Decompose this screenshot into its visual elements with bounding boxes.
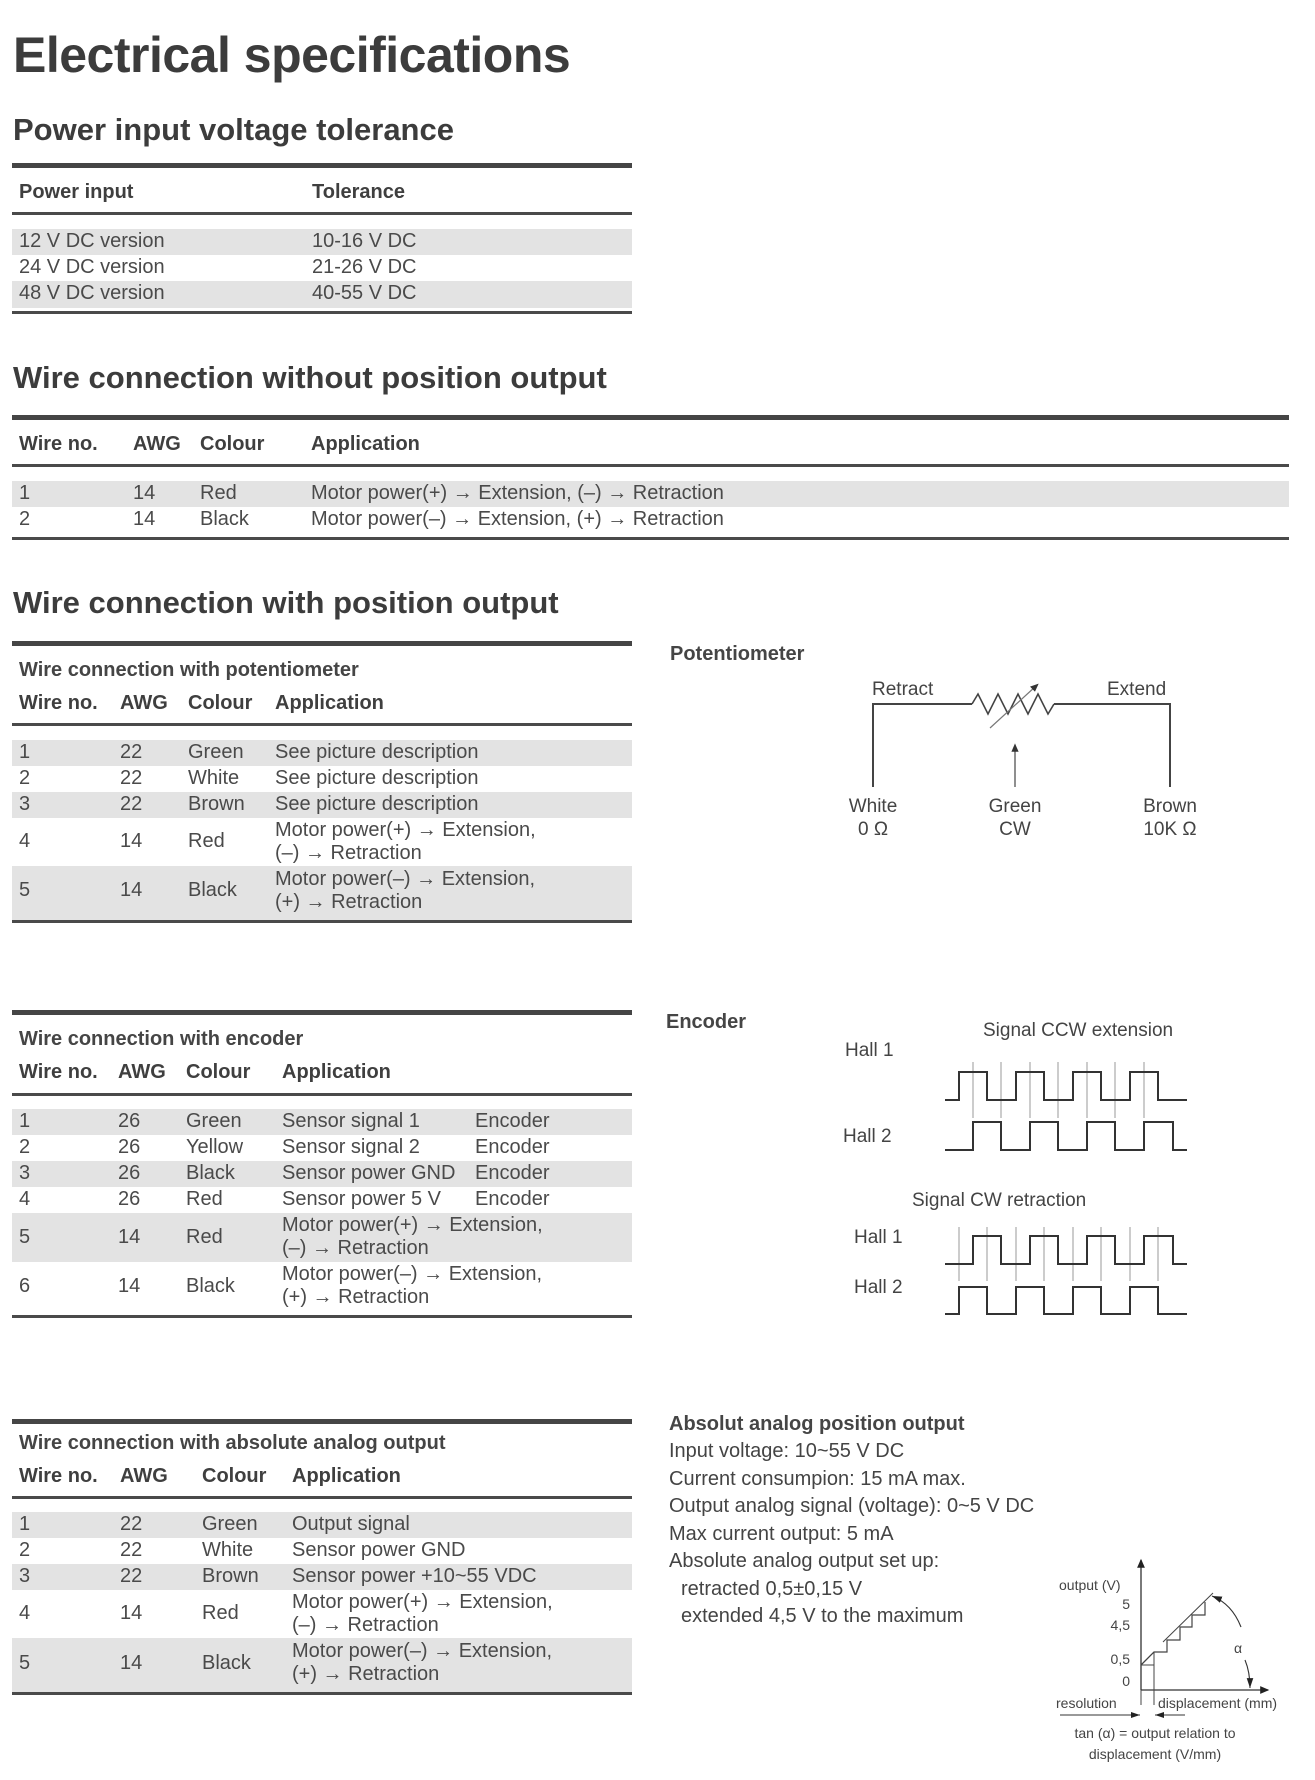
cw-guide-lines	[959, 1227, 1158, 1281]
cell-awg: 26	[118, 1110, 141, 1132]
table-bottom-rule	[12, 537, 1289, 540]
header-rule	[12, 723, 632, 726]
cell-awg: 26	[118, 1188, 141, 1210]
alpha-label: α	[1234, 1640, 1243, 1656]
output-steps	[1141, 1602, 1205, 1665]
table-subtitle: Wire connection with potentiometer	[19, 659, 359, 681]
cell-type: Encoder	[475, 1188, 550, 1210]
cw-hall2-wave	[945, 1287, 1187, 1314]
y-tick-label: 0	[1122, 1673, 1130, 1689]
cell-wire-no: 5	[19, 879, 31, 901]
cell-application-cont: (–) → Retraction	[292, 1614, 439, 1636]
table-top-rule	[12, 641, 632, 646]
alpha-arc-upper	[1212, 1596, 1241, 1627]
cell-application: Motor power(+) → Extension, (–) → Retraction	[311, 482, 724, 504]
cell-colour: Black	[186, 1162, 235, 1184]
cell-colour: Black	[200, 508, 249, 530]
cell-wire-no: 5	[19, 1226, 31, 1248]
cell-wire-no: 3	[19, 1565, 31, 1587]
column-header: Colour	[186, 1061, 251, 1083]
cw-hall1-wave	[945, 1236, 1187, 1264]
column-header: Application	[292, 1465, 401, 1487]
y-tick-label: 0,5	[1110, 1651, 1130, 1667]
table-bottom-rule	[12, 1315, 632, 1318]
cell-type: Encoder	[475, 1162, 550, 1184]
graph-caption: displacement (V/mm)	[1088, 1746, 1222, 1762]
cell-colour: Green	[202, 1513, 258, 1535]
header-rule	[12, 1496, 632, 1499]
column-header: AWG	[120, 1465, 168, 1487]
table-top-rule	[12, 163, 632, 168]
cell-power-input: 24 V DC version	[19, 256, 165, 278]
cell-wire-no: 1	[19, 741, 31, 763]
cell-application: Motor power(+) → Extension,	[282, 1214, 543, 1236]
cell-awg: 14	[120, 879, 143, 901]
retract-label: Retract	[872, 679, 934, 700]
graph-caption: tan (α) = output relation to	[1074, 1725, 1236, 1741]
cell-application: Sensor power 5 V	[282, 1188, 441, 1210]
cell-colour: Black	[202, 1652, 251, 1674]
cell-application: Sensor power +10~55 VDC	[292, 1565, 537, 1587]
column-header: Application	[311, 433, 420, 455]
column-header: Application	[275, 692, 384, 714]
cell-awg: 22	[120, 1565, 143, 1587]
ccw-hall1-label: Hall 1	[845, 1040, 894, 1061]
cell-tolerance: 21-26 V DC	[312, 256, 417, 278]
variable-resistor-arrow	[990, 686, 1036, 728]
table-bottom-rule	[12, 1692, 632, 1695]
spec-line: Current consumpion: 15 mA max.	[669, 1468, 966, 1490]
with-position-heading: Wire connection with position output	[13, 585, 559, 620]
spec-line: Input voltage: 10~55 V DC	[669, 1440, 905, 1462]
first-step-diagonal	[1141, 1652, 1154, 1665]
cell-awg: 14	[118, 1275, 141, 1297]
cell-application: See picture description	[275, 741, 479, 763]
ccw-hall1-wave	[945, 1072, 1187, 1100]
column-header: Wire no.	[19, 1465, 98, 1487]
terminal-white-value: 0 Ω	[857, 819, 889, 840]
header-rule	[12, 1093, 632, 1096]
cell-awg: 14	[133, 482, 156, 504]
cell-colour: Black	[186, 1275, 235, 1297]
resistor-zigzag	[972, 694, 1054, 714]
table-top-rule	[12, 1010, 632, 1015]
cw-hall2-label: Hall 2	[854, 1277, 903, 1298]
column-header: AWG	[118, 1061, 166, 1083]
cell-wire-no: 6	[19, 1275, 31, 1297]
column-header: Wire no.	[19, 1061, 98, 1083]
cell-application-cont: (+) → Retraction	[282, 1286, 430, 1308]
cell-application: Sensor power GND	[292, 1539, 466, 1561]
terminal-brown-value: 10K Ω	[1143, 819, 1197, 840]
analog-spec-heading: Absolut analog position output	[669, 1413, 965, 1435]
cell-application: Motor power(+) → Extension,	[292, 1591, 553, 1613]
resolution-label: resolution	[1056, 1695, 1117, 1711]
cell-type: Encoder	[475, 1110, 550, 1132]
cell-application: See picture description	[275, 767, 479, 789]
cell-wire-no: 4	[19, 1188, 31, 1210]
column-header: Colour	[188, 692, 253, 714]
cell-colour: Green	[186, 1110, 242, 1132]
encoder-heading: Encoder	[666, 1011, 747, 1033]
cell-wire-no: 2	[19, 1539, 31, 1561]
x-axis-label: displacement (mm)	[1158, 1695, 1278, 1711]
cell-tolerance: 40-55 V DC	[312, 282, 417, 304]
ccw-title: Signal CCW extension	[983, 1020, 1174, 1041]
spec-line: extended 4,5 V to the maximum	[681, 1605, 964, 1627]
cw-hall1-label: Hall 1	[854, 1227, 903, 1248]
page-title: Electrical specifications	[13, 27, 571, 83]
spec-line: Max current output: 5 mA	[669, 1523, 894, 1545]
cell-application: Sensor signal 1	[282, 1110, 420, 1132]
terminal-white-label: White	[848, 796, 898, 817]
cell-awg: 22	[120, 741, 143, 763]
cell-colour: Brown	[188, 793, 245, 815]
cell-awg: 14	[120, 830, 143, 852]
cell-awg: 22	[120, 767, 143, 789]
column-header: Colour	[202, 1465, 267, 1487]
cell-wire-no: 2	[19, 1136, 31, 1158]
power-tolerance-heading: Power input voltage tolerance	[13, 112, 454, 147]
y-tick-label: 4,5	[1110, 1617, 1130, 1633]
cell-application-cont: (+) → Retraction	[292, 1663, 440, 1685]
table-subtitle: Wire connection with absolute analog output	[19, 1432, 446, 1454]
alpha-arc-lower	[1245, 1660, 1250, 1688]
cell-application-cont: (–) → Retraction	[275, 842, 422, 864]
cell-awg: 22	[120, 1513, 143, 1535]
column-header: Tolerance	[312, 181, 405, 203]
column-header: Wire no.	[19, 433, 98, 455]
header-rule	[12, 212, 632, 215]
y-tick-label: 5	[1122, 1596, 1130, 1612]
cell-colour: Green	[188, 741, 244, 763]
table-bottom-rule	[12, 311, 632, 314]
cell-wire-no: 4	[19, 830, 31, 852]
cell-application: Sensor signal 2	[282, 1136, 420, 1158]
without-position-heading: Wire connection without position output	[13, 360, 607, 395]
cell-wire-no: 4	[19, 1602, 31, 1624]
cell-awg: 26	[118, 1162, 141, 1184]
cw-title: Signal CW retraction	[912, 1190, 1087, 1211]
cell-wire-no: 3	[19, 793, 31, 815]
cell-awg: 22	[120, 1539, 143, 1561]
cell-application: Motor power(–) → Extension,	[275, 868, 536, 890]
potentiometer-wiring	[873, 694, 1170, 787]
terminal-brown-label: Brown	[1143, 796, 1197, 817]
cell-application: Motor power(–) → Extension, (+) → Retraction	[311, 508, 724, 530]
cell-colour: Red	[186, 1188, 223, 1210]
cell-wire-no: 2	[19, 767, 31, 789]
ccw-hall2-label: Hall 2	[843, 1126, 892, 1147]
cell-wire-no: 5	[19, 1652, 31, 1674]
cell-colour: Brown	[202, 1565, 259, 1587]
cell-wire-no: 3	[19, 1162, 31, 1184]
cell-awg: 14	[118, 1226, 141, 1248]
cell-wire-no: 1	[19, 1110, 31, 1132]
cell-colour: Red	[186, 1226, 223, 1248]
column-header: Colour	[200, 433, 265, 455]
cell-wire-no: 1	[19, 482, 31, 504]
spec-line: retracted 0,5±0,15 V	[681, 1578, 863, 1600]
cell-application-cont: (+) → Retraction	[275, 891, 423, 913]
cell-application: Motor power(–) → Extension,	[292, 1640, 553, 1662]
table-top-rule	[12, 1419, 632, 1424]
cell-colour: White	[202, 1539, 254, 1561]
cell-awg: 14	[133, 508, 156, 530]
cell-wire-no: 1	[19, 1513, 31, 1535]
cell-application-cont: (–) → Retraction	[282, 1237, 429, 1259]
wire-white-retract	[873, 704, 972, 787]
cell-application: Output signal	[292, 1513, 410, 1535]
spec-line: Output analog signal (voltage): 0~5 V DC	[669, 1495, 1035, 1517]
extend-label: Extend	[1107, 679, 1167, 700]
cell-colour: White	[188, 767, 240, 789]
header-rule	[12, 464, 1289, 467]
wire-brown-extend	[1054, 704, 1170, 787]
cell-awg: 14	[120, 1602, 143, 1624]
cell-application: See picture description	[275, 793, 479, 815]
cell-awg: 26	[118, 1136, 141, 1158]
terminal-green-value: CW	[999, 819, 1031, 840]
column-header: AWG	[120, 692, 168, 714]
ccw-guide-lines	[973, 1062, 1144, 1118]
ccw-hall2-wave	[945, 1122, 1187, 1150]
slope-line	[1163, 1593, 1213, 1642]
cell-colour: Red	[200, 482, 237, 504]
cell-colour: Red	[188, 830, 225, 852]
cell-wire-no: 2	[19, 508, 31, 530]
cell-tolerance: 10-16 V DC	[312, 230, 417, 252]
cell-colour: Yellow	[186, 1136, 244, 1158]
terminal-green-label: Green	[988, 796, 1042, 817]
cell-application: Motor power(+) → Extension,	[275, 819, 536, 841]
spec-line: Absolute analog output set up:	[669, 1550, 940, 1572]
column-header: Application	[282, 1061, 391, 1083]
column-header: AWG	[133, 433, 181, 455]
potentiometer-heading: Potentiometer	[670, 643, 805, 665]
cell-type: Encoder	[475, 1136, 550, 1158]
table-top-rule	[12, 415, 1289, 420]
table-bottom-rule	[12, 920, 632, 923]
cell-power-input: 12 V DC version	[19, 230, 165, 252]
column-header: Power input	[19, 181, 134, 203]
cell-colour: Black	[188, 879, 237, 901]
table-subtitle: Wire connection with encoder	[19, 1028, 304, 1050]
cell-colour: Red	[202, 1602, 239, 1624]
cell-awg: 22	[120, 793, 143, 815]
cell-application: Sensor power GND	[282, 1162, 456, 1184]
cell-power-input: 48 V DC version	[19, 282, 165, 304]
y-axis-label: output (V)	[1059, 1577, 1121, 1593]
column-header: Wire no.	[19, 692, 98, 714]
cell-awg: 14	[120, 1652, 143, 1674]
cell-application: Motor power(–) → Extension,	[282, 1263, 543, 1285]
